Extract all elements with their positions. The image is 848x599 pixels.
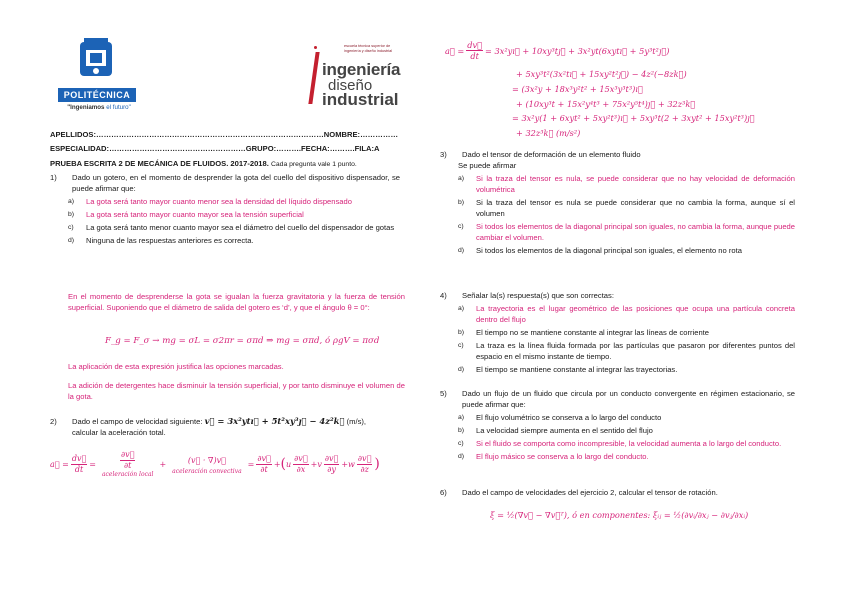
question-6: 6) Dado el campo de velocidades del ejercicio 2, calcular el tensor de rotación. [440, 488, 718, 497]
etsidi-line3: industrial [322, 90, 399, 109]
upm-slogan: "Ingeniamos el futuro" [67, 104, 131, 111]
q4-option-c: c) La traza es la línea fluida formada por las partículas que pasaron por diferentes puntos del espacio en el mismo instante de tiempo. [458, 341, 795, 361]
convective-acceleration: (v⃗ · ∇)v⃗ aceleración convectiva [172, 455, 242, 475]
q1-option-a: a) La gota será tanto mayor cuanto menor sea la densidad del líquido dispensado [68, 197, 352, 206]
q3-options [458, 173, 795, 256]
apellidos-field: APELLIDOS:………………………………………………………………………………NOMBRE:…………… [50, 130, 399, 139]
q3-sub: Se puede afirmar [458, 161, 517, 170]
q1-formula: F_g = F_σ → mg = σL = σ2πr = σπd ⇒ mg = σπd, ó ρgV = πσd [105, 336, 380, 346]
q5-option-a: a) El flujo volumétrico se conserva a lo largo del conducto [458, 413, 662, 422]
local-acceleration: $\frac{\partial v⃗}{\partial t}$ aceleración local [101, 450, 154, 478]
q1-option-b: b) La gota será tanto mayor cuanto mayor sea la tensión superficial [68, 210, 304, 219]
q5-option-d: d) El flujo másico se conserva a lo largo del conducto. [458, 452, 649, 461]
q1-options [68, 196, 400, 246]
etsidi-dot-icon [314, 46, 317, 49]
q6-formula: ξ = ½(∇v⃗ − ∇v⃗ᵀ), ó en componentes: ξᵢⱼ = ½(∂vᵢ/∂xⱼ − ∂vⱼ/∂xᵢ) [490, 510, 749, 520]
q4-options [458, 303, 795, 375]
etsidi-small-text: escuela técnica superior de ingeniería y diseño industrial [344, 44, 393, 53]
question-3: 3) Dado el tensor de deformación de un elemento fluido Se puede afirmar a) Si la traza del tensor es nula, se puede considerar que no hay velocidad de deformación volumétrica b) Si la traza del tensor es nula se puede considerar que no cambia la forma, aunque sí el volumen c) Si todos los elementos de la diagonal principal son iguales, no cambia la forma, aunque puede cambiar el volumen. d) Si todos los elementos de la diagonal principal son iguales, el elemento no rota [440, 150, 795, 255]
accel-result-line5: = 3x²y(1 + 6xyt² + 5xy²t³)ı⃗ + 5xy³t(2 + 3xyt² + 15xy²t³)ȷ⃗ [512, 113, 755, 123]
q2-acceleration-formula: a⃗ = $\frac{dv⃗}{dt}$ = $\frac{\partial v⃗}{\partial t}$ aceleración local + (v⃗ · ∇)v⃗ aceleración convectiva = $\frac{\partial v⃗}{\partial t}$ + ( u $\frac{\partial v⃗}{\partial x}$ + v $\frac{\partial v⃗}{\partial y}$ + w $\frac{\partial v⃗}{\partial z}$ ) [50, 450, 380, 478]
accel-result-line4: + (10xy³t + 15x²y⁴t³ + 75x²y⁵t⁴)ȷ⃗ + 32z³k⃗ [516, 99, 696, 109]
q4-option-b: b) El tiempo no se mantiene constante al integrar las líneas de corriente [458, 328, 710, 337]
etsidi-line1: ingeniería [322, 60, 401, 79]
q3-option-c: c) Si todos los elementos de la diagonal principal son iguales, no cambia la forma, aunque puede cambiar el volumen. [458, 222, 795, 242]
q1-expl2: La aplicación de esta expresión justifica las opciones marcadas. [68, 362, 284, 371]
upm-crest-icon [74, 36, 118, 80]
especialidad-field: ESPECIALIDAD:………………………………………………GRUPO:……….FECHA:……….FILA:A [50, 144, 380, 153]
upm-name: POLITÉCNICA [58, 88, 136, 102]
accel-result-line6: + 32z³k⃗ (m/s²) [516, 128, 581, 138]
etsidi-logo [300, 44, 410, 110]
etsidi-line2: diseño [328, 77, 373, 94]
question-1 [50, 172, 400, 248]
question-2: 2) Dado el campo de velocidad siguiente: v⃗ = 3x²ytı⃗ + 5t²xy³ȷ⃗ − 4z²k⃗ (m/s), calcular la aceleración total. [50, 416, 367, 437]
q2-velocity-field: v⃗ = 3x²ytı⃗ + 5t²xy³ȷ⃗ − 4z²k⃗ [204, 416, 345, 426]
exam-title: PRUEBA ESCRITA 2 DE MECÁNICA DE FLUIDOS. 2017-2018. Cada pregunta vale 1 punto. [50, 159, 357, 168]
q3-option-a: a) Si la traza del tensor es nula, se puede considerar que no hay velocidad de deformación volumétrica [458, 174, 795, 194]
accel-result-line3: = (3x²y + 18x³y²t² + 15x³y³t³)ı⃗ [512, 84, 643, 94]
q1-expl3: La adición de detergentes hace disminuir la tensión superficial, y por tanto disminuye el volumen de la gota. [68, 381, 405, 401]
q4-option-a: a) La trayectoria es el lugar geométrico de las posiciones que ocupa una partícula concreta dentro del flujo [458, 304, 795, 324]
q5-option-c: c) Si el fluido se comporta como incompresible, la velocidad aumenta a lo largo del conducto. [458, 439, 782, 448]
q3-option-d: d) Si todos los elementos de la diagonal principal son iguales, el elemento no rota [458, 246, 742, 255]
accel-result-line2: + 5xy³t²(3x²tı⃗ + 15xy²t²ȷ⃗) − 4z²(−8zk⃗) [516, 69, 687, 79]
q1-explanation: En el momento de desprenderse la gota se igualan la fuerza gravitatoria y la fuerza de tensión superficial. Suponiendo que el diámetro de salida del gotero es ‘d’, y que el ángulo θ = 0°: [68, 292, 405, 312]
q3-option-b: b) Si la traza del tensor es nula se puede considerar que no cambia la forma, aunque sí el volumen [458, 198, 795, 218]
question-5: 5) Dado un flujo de un fluido que circula por un conducto convergente en régimen estacionario, se puede afirmar que: a) El flujo volumétrico se conserva a lo largo del conducto b) La velocidad siempre aumenta en el sentido del flujo c) Si el fluido se comporta como incompresible, la velocidad aumenta a lo largo del conducto. d) El flujo másico se conserva a lo largo del conducto. [440, 389, 795, 461]
q4-option-d: d) El tiempo se mantiene constante al integrar las trayectorias. [458, 365, 678, 374]
q1-stem: 1) Dado un gotero, en el momento de desprender la gota del cuello del dispositivo dispensador, se puede afirmar que: [50, 173, 400, 193]
q1-option-d: d) Ninguna de las respuestas anteriores es correcta. [68, 236, 254, 245]
etsidi-bar-icon [308, 52, 319, 104]
q1-option-c: c) La gota será tanto menor cuanto mayor sea el diámetro del cuello del dispensador de gotas [68, 223, 395, 232]
question-4: 4) Señalar la(s) respuesta(s) que son correctas: a) La trayectoria es el lugar geométrico de las posiciones que ocupa una partícula concreta dentro del flujo b) El tiempo no se mantiene constante al integrar las líneas de corriente c) La traza es la línea fluida formada por las partículas que pasaron por diferentes puntos del espacio en el mismo instante de tiempo. d) El tiempo se mantiene constante al integrar las trayectorias. [440, 291, 795, 374]
q5-option-b: b) La velocidad siempre aumenta en el sentido del flujo [458, 426, 653, 435]
accel-result-line1: a⃗ = $\frac{dv⃗}{dt}$ = 3x²yı⃗ + 10xy³tȷ⃗ + 3x²yt(6xytı⃗ + 5y³t²ȷ⃗) [445, 40, 670, 61]
q5-options [458, 412, 795, 462]
